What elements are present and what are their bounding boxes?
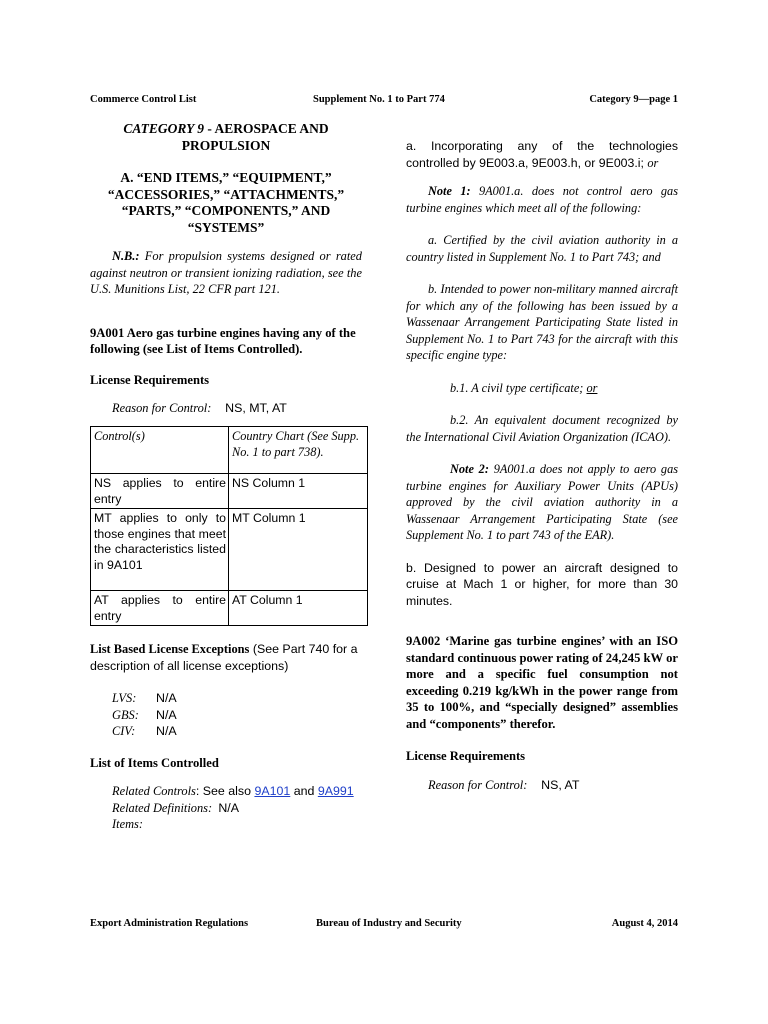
table-cell: NS applies to entire entry	[91, 474, 229, 509]
nb-text: For propulsion systems designed or rated against neutron or transient ionizing radiation, see the U.S. Munitions List, 22 CFR part 121.	[90, 249, 362, 296]
header-center: Supplement No. 1 to Part 774	[313, 94, 445, 105]
header-left: Commerce Control List	[90, 94, 197, 105]
table-header-cell: Control(s)	[91, 427, 229, 474]
section-a-heading-line: “PARTS,” “COMPONENTS,” AND	[121, 203, 331, 218]
section-a-heading-line: “SYSTEMS”	[187, 219, 265, 235]
reason-value: NS, MT, AT	[225, 401, 287, 415]
note-1-b1	[406, 380, 678, 397]
exception-label: GBS:	[112, 707, 139, 722]
items-label: Items:	[112, 817, 143, 831]
section-a-heading-line: “ACCESSORIES,” “ATTACHMENTS,”	[107, 186, 345, 202]
reason-for-control-2	[406, 777, 678, 793]
note-1-b: b. Intended to power non-military manned aircraft for which any of the following has been issued by a Wassenaar Arrangement Participating State listed in Supplement No. 1 to Part 743 for the aircraft with this specific engine type:	[406, 282, 678, 362]
exception-value: N/A	[156, 724, 177, 738]
related-controls	[90, 783, 362, 800]
related-block	[90, 783, 362, 833]
item-9a002-title: 9A002 ‘Marine gas turbine engines’ with an ISO standard continuous power rating of 24,245 kW or more and a specific fuel consumption not exceeding 0.219 kg/kWh in the power range from 35 to 100%, and “specially designed” assemblies and “components” therefor.	[406, 634, 678, 731]
table-cell: MT applies to only to those engines that meet the characteristics listed in 9A101	[91, 509, 229, 591]
control-table	[90, 426, 368, 626]
license-requirements-heading: License Requirements	[90, 372, 210, 387]
note-1-text: 9A001.a. does not control aero gas turbine engines which meet all of the following:	[406, 184, 678, 215]
right-column	[406, 138, 678, 793]
exception-value: N/A	[156, 707, 177, 722]
nb-note	[90, 248, 362, 298]
reason-value-2: NS, AT	[541, 777, 580, 792]
category-prefix: CATEGORY 9	[123, 121, 204, 136]
exceptions-list	[90, 690, 362, 740]
table-header-row	[91, 427, 368, 474]
related-definitions	[90, 800, 362, 817]
para-a	[406, 138, 678, 171]
reason-label-2: Reason for Control:	[428, 777, 528, 792]
category-title-rest: - AEROSPACE AND	[204, 121, 329, 136]
exception-label: CIV:	[112, 724, 136, 738]
reason-label: Reason for Control:	[112, 401, 212, 415]
category-title-line2: PROPULSION	[181, 138, 271, 153]
table-row	[91, 474, 368, 509]
note-1-b1-text: b.1. A civil type certificate;	[450, 380, 587, 395]
table-row	[91, 509, 368, 591]
related-and: and	[290, 784, 318, 798]
item-9a001-title: 9A001 Aero gas turbine engines having any of the following (see List of Items Controlled).	[90, 325, 356, 356]
note-1-a: a. Certified by the civil aviation authority in a country listed in Supplement No. 1 to Part 743; and	[406, 233, 678, 264]
table-cell: NS Column 1	[229, 474, 368, 509]
exception-row	[90, 723, 362, 740]
exception-row	[90, 690, 362, 707]
footer-center: Bureau of Industry and Security	[316, 918, 462, 929]
nb-label: N.B.:	[112, 249, 140, 263]
link-9a101[interactable]: 9A101	[254, 784, 291, 798]
license-requirements-heading-2: License Requirements	[406, 749, 526, 763]
table-cell: AT Column 1	[229, 591, 368, 626]
note-1-label: Note 1:	[428, 184, 471, 198]
table-row	[91, 591, 368, 626]
table-header-cell: Country Chart (See Supp. No. 1 to part 738).	[229, 427, 368, 474]
note-2	[406, 461, 678, 544]
footer-left: Export Administration Regulations	[90, 918, 249, 929]
link-9a991[interactable]: 9A991	[317, 784, 354, 798]
related-definitions-value: N/A	[218, 800, 239, 815]
left-column	[90, 120, 362, 833]
section-a-heading	[90, 170, 362, 236]
exception-value: N/A	[156, 691, 177, 705]
note-2-label: Note 2:	[450, 462, 489, 476]
table-cell: AT applies to entire entry	[91, 591, 229, 626]
note-1-b2: b.2. An equivalent document recognized by the International Civil Aviation Organization (ICAO).	[406, 413, 678, 444]
exception-row	[90, 707, 362, 724]
table-cell: MT Column 1	[229, 509, 368, 591]
list-items-heading: List of Items Controlled	[90, 755, 219, 770]
reason-for-control	[90, 400, 362, 416]
para-a-or: or	[647, 155, 659, 170]
lble-note: (See Part 740 for a description of all license exceptions)	[90, 642, 358, 673]
note-2-text: 9A001.a does not apply to aero gas turbine engines for Auxiliary Power Units (APUs) approved by the civil aviation authority in a Wassenaar Arrangement Participating State (see Supplement No. 1 to part 743 of the EAR).	[406, 462, 678, 542]
exception-label: LVS:	[112, 691, 137, 705]
related-controls-text: : See also	[195, 784, 255, 798]
related-controls-label: Related Controls	[112, 784, 196, 798]
footer-right: August 4, 2014	[611, 918, 678, 929]
license-exceptions-heading	[90, 641, 362, 674]
header-right: Category 9—page 1	[589, 94, 678, 105]
para-a-text: a. Incorporating any of the technologies controlled by 9E003.a, 9E003.h, or 9E003.i;	[406, 139, 678, 170]
note-1-b1-or: or	[586, 380, 598, 395]
para-b: b. Designed to power an aircraft designed to cruise at Mach 1 or higher, for more than 30 minutes.	[406, 560, 678, 608]
lble-heading: List Based License Exceptions	[90, 642, 250, 656]
category-title	[90, 120, 362, 154]
related-definitions-label: Related Definitions:	[112, 800, 213, 815]
section-a-heading-line: A. “END ITEMS,” “EQUIPMENT,”	[120, 170, 332, 185]
note-1	[406, 183, 678, 216]
